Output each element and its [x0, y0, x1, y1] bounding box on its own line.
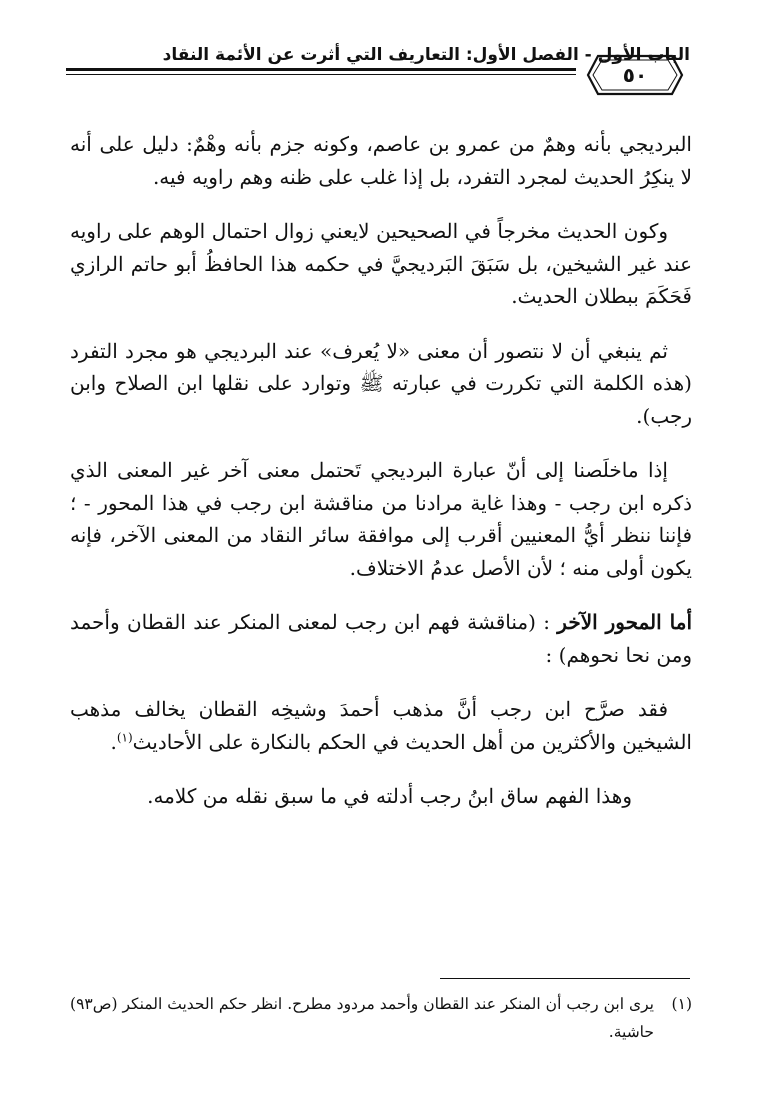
- footnote-reference[interactable]: (١): [116, 729, 133, 744]
- header-rule: [66, 68, 576, 71]
- paragraph: ثم ينبغي أن لا نتصور أن معنى «لا يُعرف» عند البرديجي هو مجرد التفرد (هذه الكلمة التي تكررت في عبارته ﷺ وتوارد على نقلها ابن الصلاح وابن رجب).: [70, 338, 692, 428]
- paragraph: وهذا الفهم ساق ابنُ رجب أدلته في ما سبق نقله من كلامه.: [147, 784, 632, 808]
- paragraph-text: فقد صرَّح ابن رجب أنَّ مذهب أحمدَ وشيخِه القطان يخالف مذهب الشيخين والأكثرين من أهل الحديث في الحكم بالنكارة على الأحاديث: [70, 697, 692, 754]
- paragraph: إذا ماخلَصنا إلى أنّ عبارة البرديجي تَحتمل معنى آخر غير المعنى الذي ذكره ابن رجب - وهذا غاية مرادنا من مناقشة ابن رجب في هذا المحور - ؛ فإننا ننظر أيُّ المعنيين أقرب إلى موافقة سائر النقاد من المعنى الآخر، فإنه يكون أولى منه ؛ لأن الأصل عدمُ الاختلاف.: [70, 458, 692, 580]
- paragraph-text: : (مناقشة فهم ابن رجب لمعنى المنكر عند القطان وأحمد ومن نحا نحوهم) :: [70, 610, 692, 667]
- paragraph: [70, 606, 692, 671]
- paragraph: البرديجي بأنه وهمٌ من عمرو بن عاصم، وكونه جزم بأنه وهْمٌ: دليل على أنه لا ينكِرُ الحديث لمجرد التفرد، بل إذا غلب على ظنه وهم راويه فيه.: [70, 132, 692, 189]
- footnote-separator: [440, 978, 690, 979]
- paragraph: وكون الحديث مخرجاً في الصحيحين لايعني زوال احتمال الوهم على راويه عند غير الشيخين، بل سَبَقَ البَرديجيَّ في حكمه هذا الحافظُ أبو حاتم الرازي فَحَكَمَ ببطلان الحديث.: [70, 219, 692, 308]
- header-rule-thin: [66, 74, 576, 75]
- footnote-text: يرى ابن رجب أن المنكر عند القطان وأحمد مردود مطرح. انظر حكم الحديث المنكر (ص٩٣) حاشية.: [70, 995, 654, 1041]
- paragraph: [70, 693, 692, 758]
- main-text: [70, 128, 692, 835]
- paragraph-end: .: [110, 729, 117, 754]
- running-header: الباب الأول - الفصل الأول: التعاريف التي أثرت عن الأئمة النقاد: [162, 45, 690, 65]
- footnote: [70, 990, 692, 1046]
- footnotes: [70, 990, 692, 1046]
- footnote-number: (١): [671, 995, 692, 1013]
- section-heading: أما المحور الآخر: [557, 610, 693, 634]
- page-number: ٥٠: [622, 63, 648, 87]
- page-number-frame: [586, 54, 684, 96]
